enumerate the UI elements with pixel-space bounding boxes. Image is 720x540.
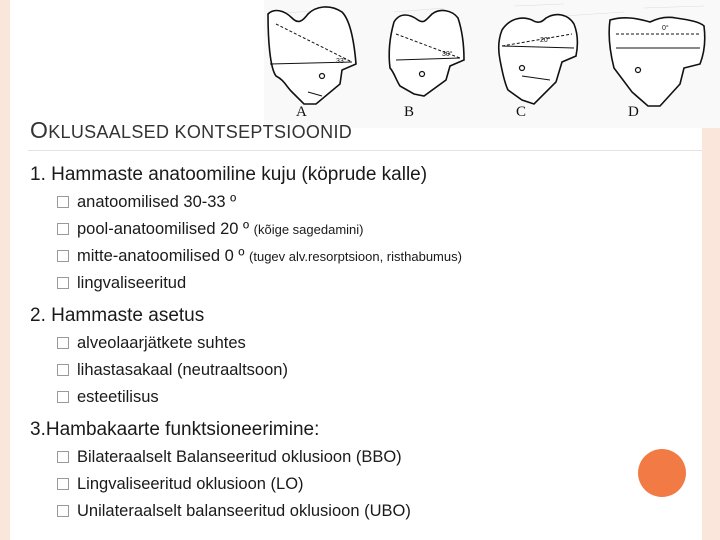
tooth-angle-figure <box>264 0 720 128</box>
bullet-item: esteetilisus <box>30 384 690 411</box>
checkbox-square-icon <box>57 196 69 208</box>
orange-circle-icon <box>638 449 686 497</box>
left-decor-band <box>0 0 10 540</box>
section-heading-3: 3.Hambakaarte funktsioneerimine: <box>30 419 320 440</box>
angle-label-a: 33° <box>336 58 347 65</box>
bullet-item: anatoomilised 30-33 º <box>30 189 690 216</box>
bullet-note: (tugev alv.resorptsioon, risthabumus) <box>249 249 462 264</box>
bullet-item: Bilateraalselt Balanseeritud oklusioon (BBO) <box>30 444 690 471</box>
checkbox-square-icon <box>57 505 69 517</box>
section-heading-2: 2. Hammaste asetus <box>30 305 205 326</box>
checkbox-square-icon <box>57 391 69 403</box>
bullet-item: lingvaliseeritud <box>30 270 690 297</box>
title-first-letter: O <box>30 117 49 143</box>
slide-title <box>30 117 352 144</box>
figure-label-c: C <box>516 104 527 120</box>
bullet-item: lihastasakaal (neutraaltsoon) <box>30 357 690 384</box>
bullet-item: alveolaarjätkete suhtes <box>30 330 690 357</box>
bullet-item: mitte-anatoomilised 0 º (tugev alv.resorptsioon, risthabumus) <box>30 243 690 270</box>
checkbox-square-icon <box>57 337 69 349</box>
section-heading-1: 1. Hammaste anatoomiline kuju (köprude kalle) <box>30 164 428 185</box>
bullet-item: Lingvaliseeritud oklusioon (LO) <box>30 471 690 498</box>
bullet-item: Unilateraalselt balanseeritud oklusioon (UBO) <box>30 498 690 525</box>
checkbox-square-icon <box>57 250 69 262</box>
angle-label-c: 20° <box>540 37 551 44</box>
angle-label-b: 30° <box>442 51 453 58</box>
checkbox-square-icon <box>57 223 69 235</box>
checkbox-square-icon <box>57 277 69 289</box>
figure-label-a: A <box>296 104 307 120</box>
content-body <box>30 160 690 525</box>
title-divider <box>28 150 702 151</box>
checkbox-square-icon <box>57 451 69 463</box>
title-rest: KLUSAALSED KONTSEPTSIOONID <box>48 122 353 142</box>
figure-label-d: D <box>628 104 639 120</box>
figure-label-b: B <box>404 104 415 120</box>
angle-label-d: 0° <box>662 25 669 32</box>
bullet-item: pool-anatoomilised 20 º (kõige sagedamini) <box>30 216 690 243</box>
bullet-note: (kõige sagedamini) <box>253 222 364 237</box>
checkbox-square-icon <box>57 478 69 490</box>
checkbox-square-icon <box>57 364 69 376</box>
